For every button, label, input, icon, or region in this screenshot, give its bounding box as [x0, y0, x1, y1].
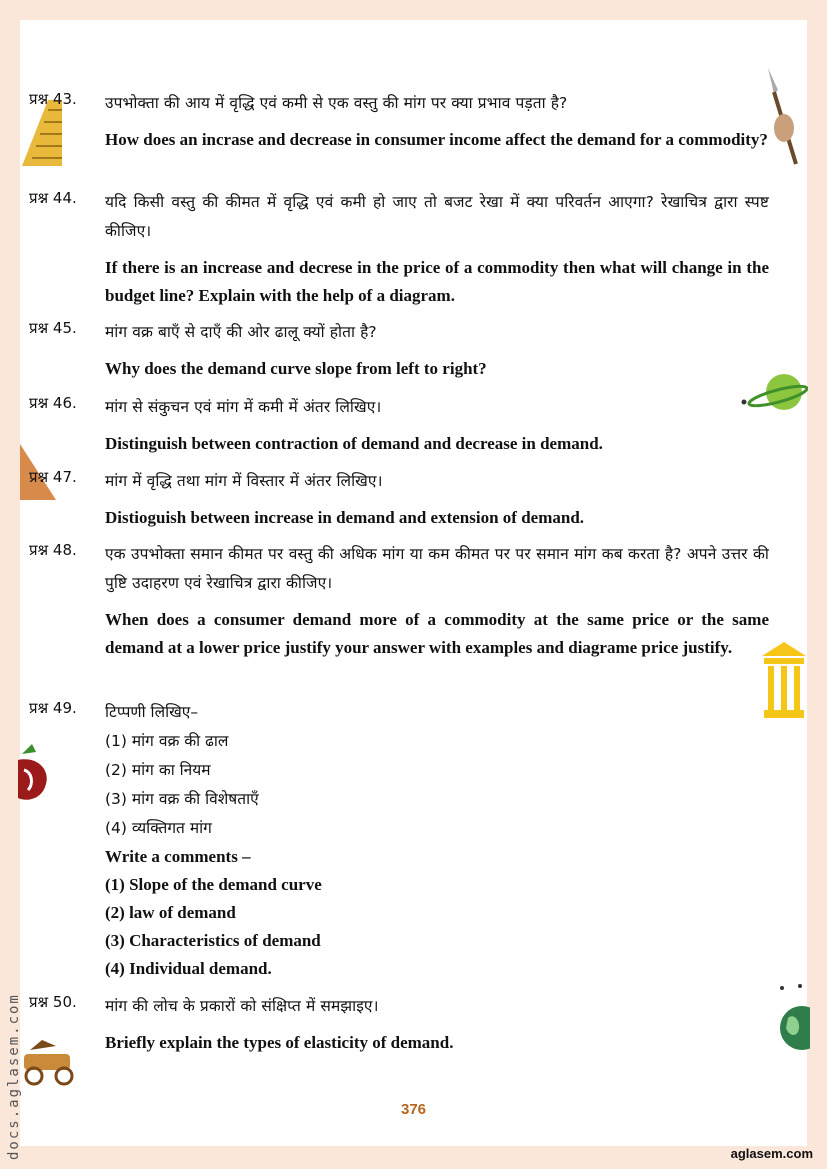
question-text-hindi: यदि किसी वस्तु की कीमत में वृद्धि एवं कमी हो जाए तो बजट रेखा में क्या परिवर्तन आएगा? रेखाचित्र द्वारा स्पष्ट कीजिए। [105, 193, 769, 240]
list-item: (3) मांग वक्र की विशेषताएँ [105, 790, 259, 808]
question-text-hindi: मांग की लोच के प्रकारों को संक्षिप्त में समझाइए। [105, 997, 379, 1015]
list-item: (1) मांग वक्र की ढाल [105, 732, 229, 750]
brand-footer[interactable]: aglasem.com [730, 1146, 813, 1161]
question-text-english: When does a consumer demand more of a commodity at the same price or the same demand at a lower price justify your answer with examples and diagrame price justify. [105, 610, 769, 657]
list-item: (1) Slope of the demand curve [105, 875, 322, 894]
question-48 [29, 540, 769, 662]
question-text-english: Distioguish between increase in demand and extension of demand. [105, 508, 585, 527]
question-text-hindi: मांग से संकुचन एवं मांग में कमी में अंतर लिखिए। [105, 398, 382, 416]
question-text-english: Briefly explain the types of elasticity of demand. [105, 1033, 454, 1052]
question-number: प्रश्न 43. [29, 90, 77, 108]
note-title-english: Write a comments – [105, 847, 251, 866]
question-49 [29, 698, 769, 983]
question-number: प्रश्न 47. [29, 468, 77, 486]
question-number: प्रश्न 49. [29, 699, 77, 717]
globe-icon [776, 982, 810, 1054]
question-number: प्रश्न 50. [29, 993, 77, 1011]
question-43 [29, 89, 769, 154]
question-text-hindi: मांग में वृद्धि तथा मांग में विस्तार में अंतर लिखिए। [105, 472, 383, 490]
question-text-hindi: मांग वक्र बाएँ से दाएँ की ओर ढालू क्यों होता है? [105, 323, 377, 341]
list-item: (3) Characteristics of demand [105, 931, 321, 950]
question-text-hindi: उपभोक्ता की आय में वृद्धि एवं कमी से एक वस्तु की मांग पर क्या प्रभाव पड़ता है? [105, 94, 568, 112]
question-text-hindi: एक उपभोक्ता समान कीमत पर वस्तु की अधिक मांग या कम कीमत पर पर समान मांग कब करता है? अपने उत्तर की पुष्टि उदाहरण एवं रेखाचित्र द्वारा कीजिए। [105, 545, 769, 592]
question-text-english: Why does the demand curve slope from left to right? [105, 359, 487, 378]
question-46 [29, 393, 769, 458]
list-item: (4) व्यक्तिगत मांग [105, 819, 212, 837]
page-number: 376 [400, 1101, 427, 1118]
question-text-english: Distinguish between contraction of demand and decrease in demand. [105, 434, 603, 453]
list-item: (4) Individual demand. [105, 959, 272, 978]
list-item: (2) मांग का नियम [105, 761, 211, 779]
question-number: प्रश्न 44. [29, 189, 77, 207]
note-title-hindi: टिप्पणी लिखिए– [105, 703, 199, 721]
question-number: प्रश्न 45. [29, 319, 77, 337]
question-number: प्रश्न 48. [29, 541, 77, 559]
question-text-english: How does an incrase and decrease in consumer income affect the demand for a commodity? [105, 130, 768, 149]
question-45 [29, 318, 769, 383]
list-item: (2) law of demand [105, 903, 236, 922]
spear-icon [764, 68, 802, 166]
question-44 [29, 188, 769, 310]
question-text-english: If there is an increase and decrese in the price of a commodity then what will change in the budget line? Explain with the help of a diagram. [105, 258, 769, 305]
question-47 [29, 467, 769, 532]
question-50 [29, 992, 769, 1057]
question-number: प्रश्न 46. [29, 394, 77, 412]
watermark: docs.aglasem.com [6, 993, 22, 1160]
